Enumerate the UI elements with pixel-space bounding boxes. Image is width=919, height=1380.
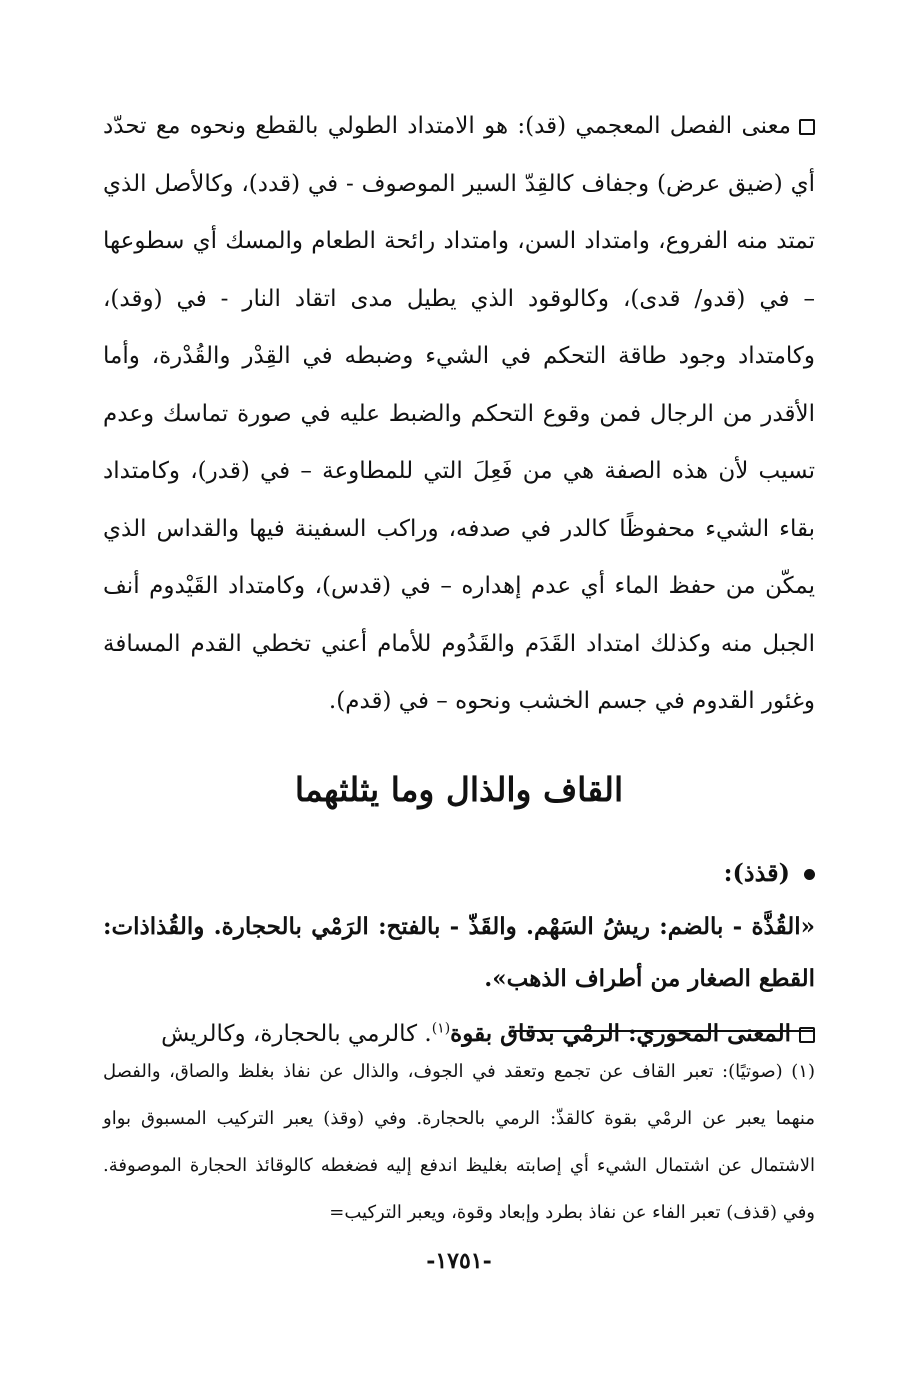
page-number: -١٧٥١- [426,1248,492,1274]
square-bullet-icon [799,1027,815,1043]
footnote-divider [515,1030,815,1032]
square-bullet-icon [799,119,815,135]
entry-heading [103,845,815,901]
meaning-paragraph [103,98,815,731]
section-title: القاف والذال وما يثلثهما [294,769,624,809]
book-page [103,98,815,1348]
axial-meaning-label: المعنى المحوري: الرمْي بدقاق بقوة [450,1019,791,1047]
bullet-icon [804,869,815,880]
meaning-text: معنى الفصل المعجمي (قد): هو الامتداد الطولي بالقطع ونحوه مع تحدّد أي (ضيق عرض) وجفاف كالقِدّ السير الموصوف - في (قدد)، وكالأصل الذي تمتد منه الفروع، وامتداد السن، وامتداد رائحة الطعام والمسك أي سطوعها – في (قدو/ قدى)، وكالوقود الذي يطيل مدى اتقاد النار - في (وقد)، وكامتداد وجود طاقة التحكم في الشيء وضبطه في القِدْر والقُدْرة، وأما الأقدر من الرجال فمن وقوع التحكم والضبط عليه في صورة تماسك وعدم تسيب لأن هذه الصفة هي من فَعِلَ التي للمطاوعة – في (قدر)، وكامتداد بقاء الشيء محفوظًا كالدر في صدفه، وراكب السفينة فيها والقداس الذي يمكّن من حفظ الماء أي عدم إهداره – في (قدس)، وكامتداد القَيْدوم أنف الجبل منه وكذلك امتداد القَدَم والقَدُوم للأمام أعني تخطي القدم المسافة وغئور القدوم في جسم الخشب ونحوه – في (قدم). [103,113,815,714]
footnote-reference: (١) [431,1019,451,1036]
footnote: (١) (صوتيًا): تعبر القاف عن تجمع وتعقد في الجوف، والذال عن نفاذ بغلظ والصاق، والفصل منهما يعبر عن الرمْي بقوة كالقذّ: الرمي بالحجارة. وفي (وقذ) يعبر التركيب المسبوق بواو الاشتمال عن اشتمال الشيء أي إصابته بغليظ اندفع إليه فضغطه كالوقائذ الحجارة الموصوفة. وفي (قذف) تعبر الفاء عن نفاذ بطرد وإبعاد وقوة، ويعبر التركيب= [103,1061,815,1223]
dictionary-quote: «القُذَّة - بالضم: ريشُ السَهْم. والقَذّ - بالفتح: الرَمْي بالحجارة. والقُذاذات: القطع الصغار من أطراف الذهب». [103,912,815,992]
axial-meaning-text: . كالرمي بالحجارة، وكالريش [161,1020,432,1047]
entry-heading-text: (قذذ): [723,857,790,887]
